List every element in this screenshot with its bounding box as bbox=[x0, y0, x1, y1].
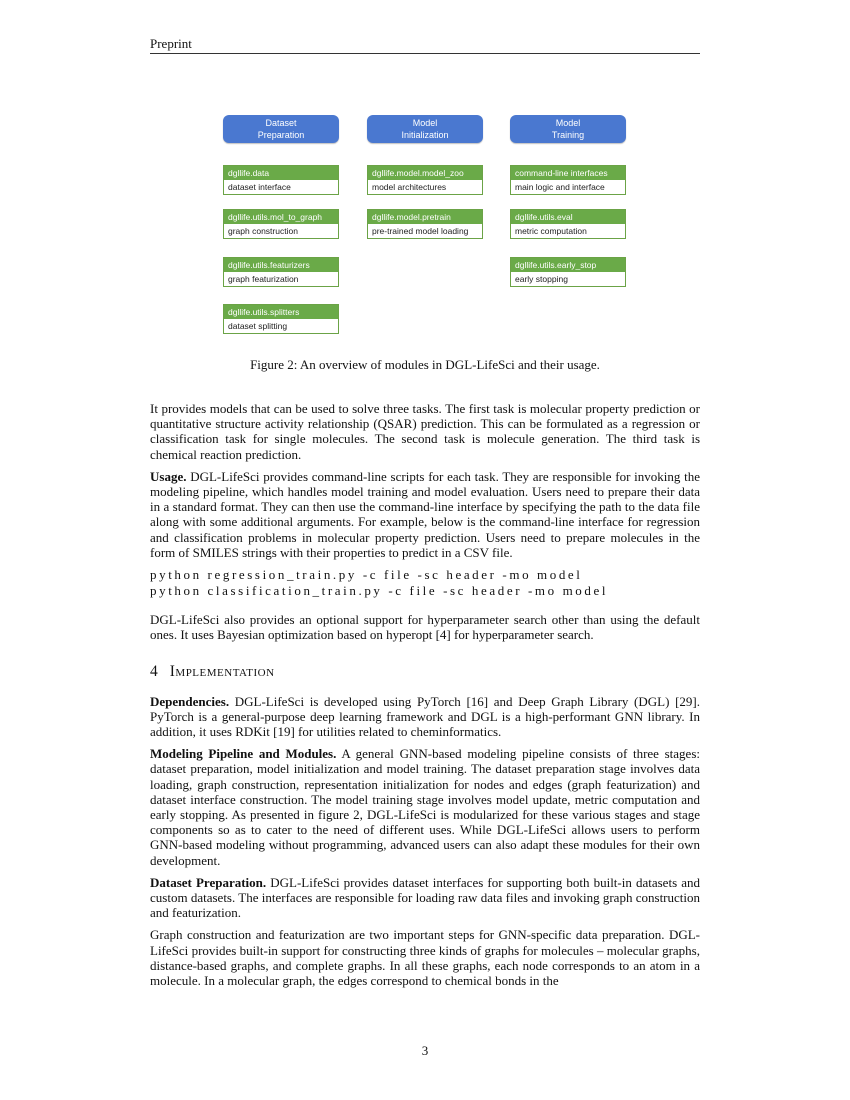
column-dataset-preparation bbox=[223, 115, 339, 331]
module-box bbox=[367, 209, 483, 239]
module-description: graph construction bbox=[224, 224, 338, 238]
usage-text: DGL-LifeSci provides command-line scripts for each task. They are responsible for invoking the modeling pipeline, which handles model training and model evaluation. Users need to prepare their data in a standard format. They can then use the command-line interface by specifying the path to the data file along with some additional arguments. For example, below is the command-line interface for regression and classification problems in molecular property prediction. Users need to prepare molecules in the form of SMILES strings with their properties to predict in a CSV file. bbox=[150, 468, 701, 560]
stage-label-line2: Preparation bbox=[257, 130, 305, 140]
modeling-pipeline-heading: Modeling Pipeline and Modules. bbox=[150, 746, 337, 762]
module-box bbox=[510, 209, 626, 239]
running-head: Preprint bbox=[150, 36, 192, 51]
paragraph-dataset-preparation bbox=[150, 875, 700, 921]
module-name: dgllife.utils.splitters bbox=[224, 305, 338, 319]
module-box bbox=[223, 209, 339, 239]
dependencies-text: DGL-LifeSci is developed using PyTorch [16] and Deep Graph Library (DGL) [29]. PyTorch is a general-purpose deep learning framework and DGL is a high-performant GNN library. In addition, it uses RDKit [19] for utilities related to cheminformatics. bbox=[150, 693, 700, 740]
module-description: pre-trained model loading bbox=[368, 224, 482, 238]
module-name: dgllife.data bbox=[224, 166, 338, 180]
dataset-preparation-text: DGL-LifeSci provides dataset interfaces for supporting both built-in datasets and custom datasets. The interfaces are responsible for loading raw data files and invoking graph construction and featurization. bbox=[150, 874, 700, 921]
modeling-pipeline-text: A general GNN-based modeling pipeline consists of three stages: dataset preparation, model initialization and model training. The dataset preparation stage involves data loading, graph construction, representation initialization for nodes and edges (graph featurization) and dataset interface construction. The model training stage involves model update, metric computation and early stopping. As presented in figure 2, DGL-LifeSci is modularized for these various stages and stage components so as to cater to the need of different uses. While DGL-LifeSci allows users to perform GNN-based modeling without programming, advanced users can also adapt these modules for their own development. bbox=[150, 746, 700, 868]
stage-box-model-training bbox=[510, 115, 626, 143]
module-description: main logic and interface bbox=[511, 180, 625, 194]
stage-label-line1: Model bbox=[412, 118, 438, 128]
module-box bbox=[367, 165, 483, 195]
module-overview-figure bbox=[150, 115, 700, 340]
module-name: dgllife.model.model_zoo bbox=[368, 166, 482, 180]
dataset-preparation-heading: Dataset Preparation. bbox=[150, 874, 267, 890]
module-box bbox=[223, 304, 339, 334]
module-description: dataset interface bbox=[224, 180, 338, 194]
module-name: command-line interfaces bbox=[511, 166, 625, 180]
paragraph-tasks: It provides models that can be used to solve three tasks. The first task is molecular property prediction or quantitative structure activity relationship (QSAR) prediction. This can be formulated as a regression or classification task for single molecules. The second task is molecule generation. The third task is chemical reaction prediction. bbox=[150, 401, 700, 462]
module-name: dgllife.utils.eval bbox=[511, 210, 625, 224]
module-name: dgllife.utils.early_stop bbox=[511, 258, 625, 272]
code-line: python regression_train.py -c file -sc header -mo model bbox=[150, 567, 583, 583]
module-box bbox=[510, 257, 626, 287]
section-heading bbox=[150, 664, 700, 679]
paragraph-hyperparameter: DGL-LifeSci also provides an optional support for hyperparameter search other than using the default ones. It uses Bayesian optimization based on hyperopt [4] for hyperparameter search. bbox=[150, 612, 700, 643]
header-rule bbox=[150, 53, 700, 54]
column-model-training bbox=[510, 115, 626, 284]
body-text bbox=[150, 401, 700, 995]
module-description: metric computation bbox=[511, 224, 625, 238]
paragraph-usage bbox=[150, 469, 700, 560]
module-name: dgllife.utils.featurizers bbox=[224, 258, 338, 272]
dependencies-heading: Dependencies. bbox=[150, 693, 230, 709]
paragraph-dependencies bbox=[150, 694, 700, 740]
module-box bbox=[223, 257, 339, 287]
figure-caption: Figure 2: An overview of modules in DGL-LifeSci and their usage. bbox=[250, 357, 600, 372]
module-name: dgllife.utils.mol_to_graph bbox=[224, 210, 338, 224]
code-line: python classification_train.py -c file -sc header -mo model bbox=[150, 582, 609, 598]
module-description: graph featurization bbox=[224, 272, 338, 286]
paragraph-graph-construction: Graph construction and featurization are two important steps for GNN-specific data preparation. DGL-LifeSci provides built-in support for constructing three kinds of graphs for molecules – molecular graphs, distance-based graphs, and complete graphs. In all these graphs, each node corresponds to an atom in a molecule. In a molecular graph, the edges correspond to chemical bonds in the bbox=[150, 927, 700, 989]
stage-label-line2: Initialization bbox=[401, 130, 449, 140]
section-title: Implementation bbox=[169, 663, 275, 681]
module-box bbox=[223, 165, 339, 195]
module-name: dgllife.model.pretrain bbox=[368, 210, 482, 224]
paragraph-modeling-pipeline bbox=[150, 746, 700, 868]
module-description: model architectures bbox=[368, 180, 482, 194]
stage-box-dataset-preparation bbox=[223, 115, 339, 143]
module-box bbox=[510, 165, 626, 195]
stage-label-line2: Training bbox=[551, 130, 585, 140]
column-model-initialization bbox=[367, 115, 483, 236]
module-description: dataset splitting bbox=[224, 319, 338, 333]
page-number: 3 bbox=[421, 1043, 429, 1058]
section-number: 4 bbox=[150, 663, 158, 681]
module-description: early stopping bbox=[511, 272, 625, 286]
stage-box-model-initialization bbox=[367, 115, 483, 143]
code-block bbox=[150, 567, 700, 598]
usage-heading: Usage. bbox=[150, 468, 187, 484]
stage-label-line1: Dataset bbox=[265, 118, 297, 128]
stage-label-line1: Model bbox=[555, 118, 581, 128]
